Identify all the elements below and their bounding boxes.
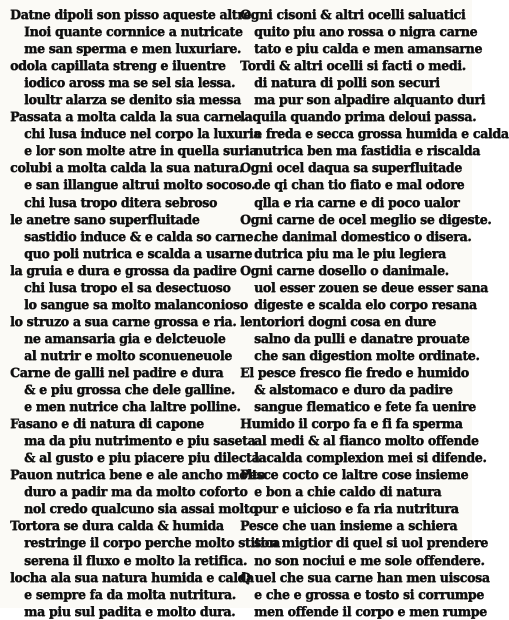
text-line: e freda e secca grossa humida e calda <box>254 126 509 142</box>
text-line: nutrica ben ma fastidia e riscalda <box>254 143 480 159</box>
text-line: e bon a chie caldo di natura <box>254 484 442 500</box>
right-text-column <box>240 6 509 620</box>
text-line: la gruia e dura e grossa da padire <box>10 262 237 278</box>
text-line: Ogni carne dosello o danimale. <box>240 262 449 278</box>
text-line: e sempre fa da molta nutritura. <box>24 586 236 602</box>
text-line: ma da piu nutrimento e piu saseta <box>24 433 256 449</box>
text-line: colubi a molta calda la sua natura. <box>10 160 243 176</box>
text-line: odola capillata streng e iluentre <box>10 58 226 74</box>
text-line: ma pur son alpadire alquanto duri <box>254 92 486 108</box>
text-line: di natura di polli son securi <box>254 75 440 91</box>
text-line: Inoi quante cornnice a nutricate <box>24 24 243 40</box>
text-line: al nutrir e molto sconueneuole <box>24 347 232 363</box>
text-line: e che e grossa e tosto si corrumpe <box>254 586 484 602</box>
text-line: chi lusa tropo ditera sebroso <box>24 194 217 210</box>
text-line: Fasano e di natura di capone <box>10 416 204 432</box>
text-line: lacalda complexion mei si difende. <box>254 450 487 466</box>
text-line: sangue flematico e fete fa uenire <box>254 399 476 415</box>
text-line: serena il fluxo e molto la retifica. <box>24 552 247 568</box>
text-line: duro a padir ma da molto coforto <box>24 484 248 500</box>
text-line: Pesce che uan insieme a schiera <box>240 518 458 534</box>
text-line: Q uel che sua carne han men uiscosa <box>240 569 490 585</box>
text-line: che san digestion molte ordinate. <box>254 347 480 363</box>
text-line: & alstomaco e duro da padire <box>254 382 453 398</box>
text-line: chi lusa induce nel corpo la luxuria <box>24 126 262 142</box>
text-line: al medi & al fianco molto offende <box>254 433 479 449</box>
text-line: & e piu grossa che dele galline. <box>24 382 235 398</box>
text-line: e men nutrice cha laltre polline. <box>24 399 241 415</box>
text-line: lentoriori dogni cosa en dure <box>240 313 436 329</box>
text-line: Carne de galli nel padire e dura <box>10 364 224 380</box>
text-line: no son nociui e me sole offendere. <box>254 552 485 568</box>
text-line: Tordi & altri ocelli si facti o medi. <box>240 58 466 74</box>
text-line: qlla e ria carne e di poco ualor <box>254 194 460 210</box>
text-line: sastidio induce & e calda so carne. <box>24 228 258 244</box>
text-line: Humido il corpo fa e fi fa sperma <box>240 416 463 432</box>
text-line: pur e uicioso e fa ria nutritura <box>254 501 459 517</box>
text-line: Passata a molta calda la sua carne. <box>10 109 246 125</box>
text-line: Pesce cocto ce laltre cose insieme <box>240 467 469 483</box>
text-line: Ogni cisoni & altri ocelli saluatici <box>240 7 466 22</box>
text-line: men offende il corpo e men rumpe <box>254 603 487 619</box>
text-line: che danimal domestico o disera. <box>254 228 472 244</box>
text-line: laquila quando prima deloui passa. <box>240 109 477 125</box>
text-line: le anetre sano superfluitade <box>10 211 200 227</box>
text-line: Tortora se dura calda & humida <box>10 518 224 534</box>
text-line: chi lusa tropo el sa desectuoso <box>24 279 231 295</box>
text-line: quo poli nutrica e scalda a usarne <box>24 245 252 261</box>
text-line: lo struzo a sua carne grossa e ria. <box>10 313 237 329</box>
text-line: e san illangue altrui molto socoso. <box>24 177 256 193</box>
text-line: me san sperma e men luxuriare. <box>24 41 241 57</box>
text-line: Ogni ocel daqua sa superfluitade <box>240 160 462 176</box>
text-line: de qi chan tio fiato e mal odore <box>254 177 465 193</box>
text-line: lo sangue sa molto malanconioso <box>24 296 248 312</box>
text-line: son migtior di quel si uol prendere <box>254 535 488 551</box>
text-line: loultr alarza se denito sia messa <box>24 92 241 108</box>
text-line: dutrica piu ma le piu legiera <box>254 245 446 261</box>
text-line: salno da pulli e danatre prouate <box>254 330 470 346</box>
text-line: tato e piu calda e men amansarne <box>254 41 483 57</box>
text-line: uol esser zouen se deue esser sana <box>254 279 488 295</box>
text-line: restringe il corpo perche molto stitica <box>24 535 280 551</box>
text-line: nol credo qualcuno sia assai molto <box>24 501 258 517</box>
text-line: locha ala sua natura humida e calda <box>10 569 254 585</box>
text-line: quito piu ano rossa o nigra carne <box>254 24 478 40</box>
text-line: & al gusto e piu piacere piu dilecta <box>24 450 260 466</box>
text-line: ne amansaria gia e delcteuole <box>24 330 226 346</box>
text-line: e lor son molte atre in quella suria <box>24 143 258 159</box>
text-line: Ogni carne de ocel meglio se digeste. <box>240 211 492 227</box>
text-line: digeste e scalda elo corpo resana <box>254 296 477 312</box>
text-line: iodico aross ma se sel sia lessa. <box>24 75 236 91</box>
text-line: El pesce fresco fie fredo e humido <box>240 364 469 380</box>
left-text-column <box>10 6 280 620</box>
text-line: Datne dipoli son pisso aqueste altre <box>10 7 252 22</box>
text-line: Pauon nutrica bene e ale ancho molto <box>10 467 266 483</box>
text-line: ma piu sul padita e molto dura. <box>24 603 236 619</box>
